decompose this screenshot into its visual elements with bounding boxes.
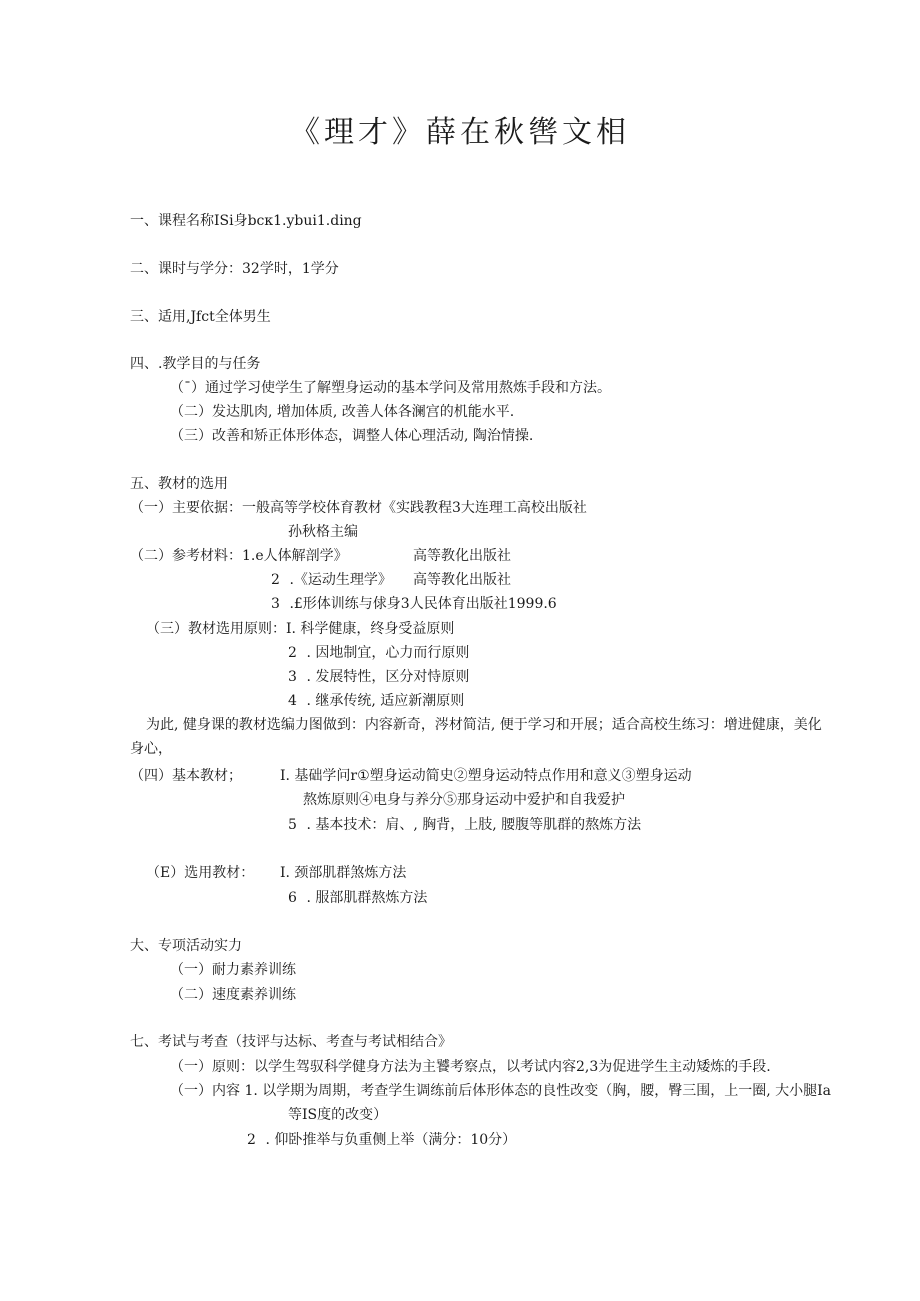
selection-paragraph-line-1: 为此, 健身课的教材选编力图做到：内容新奇，涔材简洁, 便于学习和开展；适合高校生练习：增进健康，美化: [146, 717, 822, 733]
selection-paragraph-line-2: 身心，: [130, 741, 172, 757]
reference-line-1: （二）参考材料：1.e人体解剖学》: [130, 548, 348, 564]
section-7-principle: （一）原则：以学生驾驭科学健身方法为主饕考察点，以考试内容2,3为促进学生主动矮炼的手段.: [170, 1059, 771, 1075]
principle-4-number: 4: [288, 693, 297, 709]
principle-line-1: （三）教材选用原则：I. 科学健康，终身受益原则: [146, 621, 455, 637]
main-basis-editor: 孙秋格主编: [288, 524, 358, 540]
reference-2-publisher: 高等教化出版社: [413, 572, 511, 588]
principle-line-2: [288, 644, 469, 662]
reference-3-line: [271, 595, 557, 613]
reference-2-line: [271, 571, 392, 589]
principle-4-text: . 继承传统, 适应新潮原则: [306, 693, 465, 709]
section-1-course-name: 一、课程名称ISi身bcκ1.ybui1.ding: [130, 213, 362, 229]
principle-3-number: 3: [288, 669, 297, 685]
section-7-heading: 七、考试与考查（技评与达标、考查与考试相结合》: [130, 1034, 452, 1050]
section-6-heading: 大、专项活动实力: [130, 938, 242, 954]
section-4-heading: 四、.教学目的与任务: [130, 356, 261, 372]
reference-2-title: .《运动生理学》: [289, 572, 392, 588]
section-6-item-2: （二）速度素养训练: [170, 987, 296, 1003]
elective-material-line-6: [288, 889, 427, 907]
section-6-item-1: （一）耐力素养训练: [170, 962, 296, 978]
elective-6-text: . 服部肌群熬炼方法: [306, 890, 428, 906]
elective-material-label: （E）选用教材：: [146, 865, 255, 881]
basic-material-label: （四）基本教材；: [130, 768, 242, 784]
section-7-content-line-1: （一）内容 1. 以学期为周期，考查学生调练前后体形体态的良性改变（胸，腰，臀三围，上一圈, 大小腿Ia: [170, 1083, 832, 1099]
basic-5-text: . 基本技术：肩、, 胸背，上肢, 腰腹等肌群的熬炼方法: [306, 817, 642, 833]
principle-2-text: . 因地制宜，心力而行原则: [306, 645, 470, 661]
section-7-content-line-2: 等IS度的改变）: [288, 1107, 388, 1123]
section-4-item-2: （二）发达肌肉, 增加体质, 改善人体各澜宫的机能水平.: [170, 404, 515, 420]
section-7-item-2-text: . 仰卧推举与负重侧上举（满分：10分）: [265, 1132, 517, 1148]
reference-1-publisher: 高等教化出版社: [413, 548, 511, 564]
basic-material-line-2: 熬炼原则④电身与养分⑤那身运动中爱护和自我爱护: [303, 792, 625, 808]
section-7-item-2-number: 2: [247, 1132, 256, 1148]
section-4-item-1: （¯）通过学习使学生了解塑身运动的基本学问及常用熬炼手段和方法。: [170, 380, 611, 396]
principle-line-3: [288, 668, 469, 686]
reference-2-number: 2: [271, 572, 280, 588]
reference-3-text: .£形体训练与俅身3人民体育出版社1999.6: [289, 596, 557, 612]
section-2-hours-credits: 二、课时与学分：32学时，1学分: [130, 261, 339, 277]
section-7-item-2: [247, 1131, 516, 1149]
basic-material-line-1: I. 基础学问r①塑身运动简史②塑身运动特点作用和意义③塑身运动: [280, 768, 692, 784]
principle-3-text: . 发展特性，区分对恃原则: [306, 669, 470, 685]
document-title: 《理才》薛在秋辔文相: [290, 115, 630, 150]
reference-3-number: 3: [271, 596, 280, 612]
section-3-applicable: 三、适用,Jfct全体男生: [130, 309, 271, 325]
principle-2-number: 2: [288, 645, 297, 661]
basic-material-line-5: [288, 816, 641, 834]
section-5-heading: 五、教材的选用: [130, 476, 228, 492]
elective-material-line-1: I. 颈部肌群煞炼方法: [280, 865, 407, 881]
basic-5-number: 5: [288, 817, 297, 833]
main-basis-line: （一）主要依据：一般高等学校体育教材《实践教程3大连理工高校出版社: [130, 500, 587, 516]
section-4-item-3: （三）改善和矫正体形体态，调整人体心理活动, 陶治情操.: [170, 428, 534, 444]
principle-line-4: [288, 692, 464, 710]
elective-6-number: 6: [288, 890, 297, 906]
